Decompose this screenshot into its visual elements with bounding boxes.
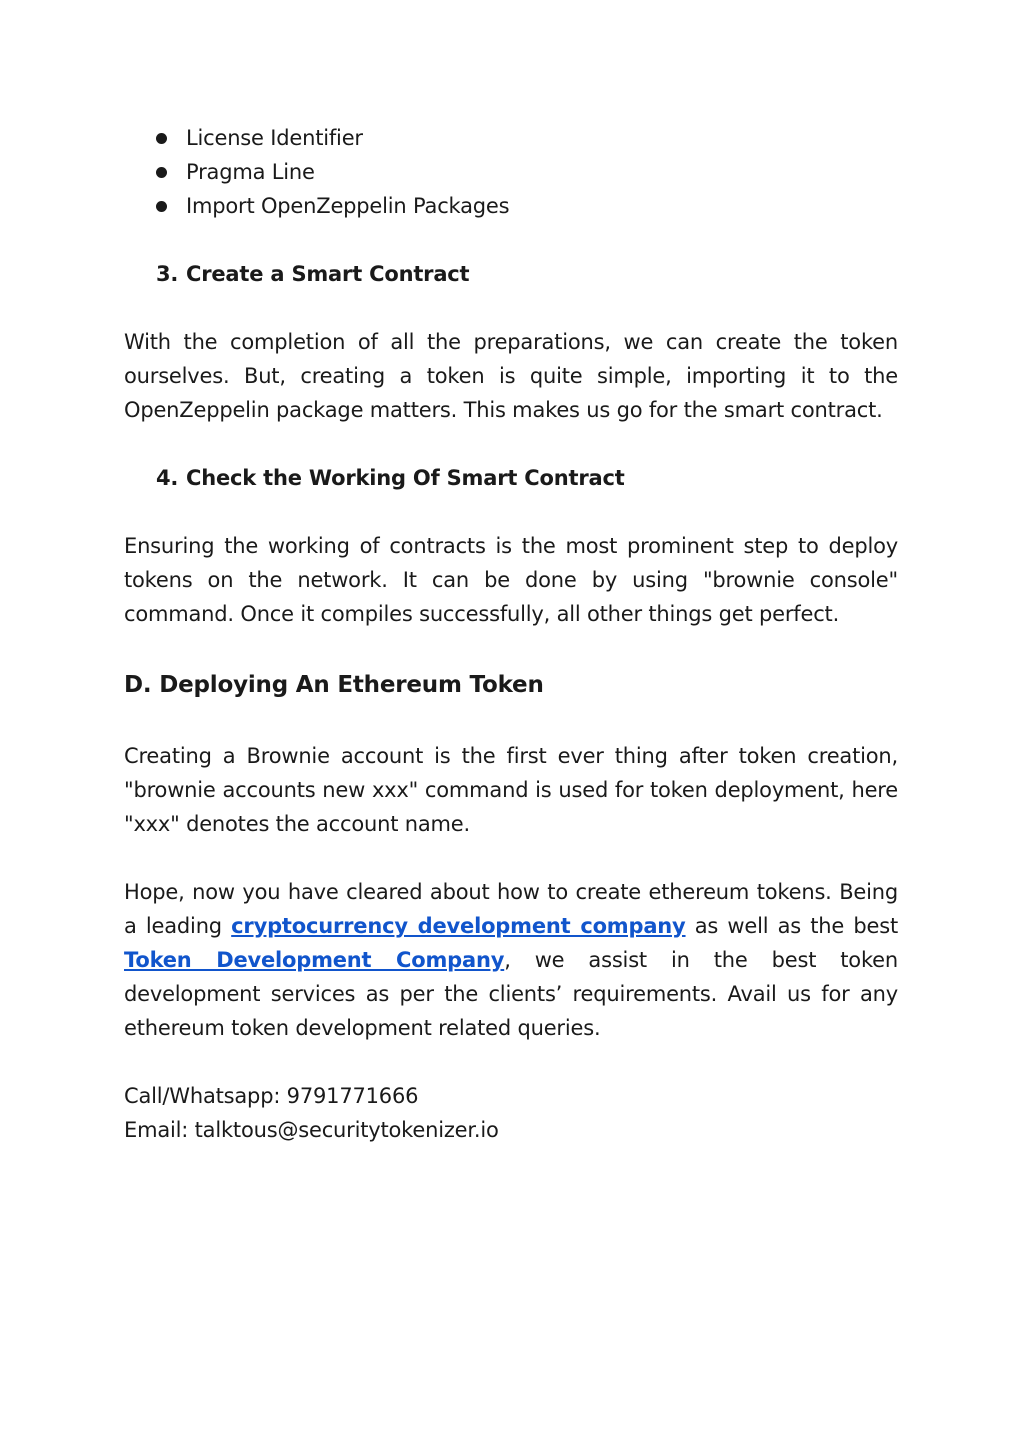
closing-text-2: as well as the best bbox=[685, 914, 898, 938]
bullet-dot-icon bbox=[156, 167, 167, 178]
closing-text-1: Hope, now you have cleared about how to create ethereum tokens. Being a leading bbox=[124, 880, 898, 938]
closing-paragraph bbox=[124, 875, 898, 1045]
bullet-dot-icon bbox=[156, 201, 167, 212]
section-d-paragraph: Creating a Brownie account is the first ever thing after token creation, "brownie accounts new xxx" command is used for token deployment, here "xxx" denotes the account name. bbox=[124, 744, 898, 836]
contact-phone: Call/Whatsapp: 9791771666 bbox=[124, 1084, 419, 1108]
step-title: Check the Working Of Smart Contract bbox=[186, 466, 625, 490]
step-4-heading bbox=[124, 461, 898, 495]
bullet-list bbox=[124, 121, 898, 223]
bullet-dot-icon bbox=[156, 133, 167, 144]
bullet-text: Import OpenZeppelin Packages bbox=[186, 194, 510, 218]
crypto-dev-company-link[interactable]: cryptocurrency development company bbox=[231, 914, 686, 938]
step-number: 3. bbox=[156, 262, 179, 286]
section-d-heading: D. Deploying An Ethereum Token bbox=[124, 672, 544, 698]
step-3-heading bbox=[124, 257, 898, 291]
token-dev-company-link[interactable]: Token Development Company bbox=[124, 948, 505, 972]
bullet-text: Pragma Line bbox=[186, 160, 315, 184]
contact-block bbox=[124, 1079, 898, 1147]
bullet-item bbox=[124, 189, 898, 223]
step-title: Create a Smart Contract bbox=[186, 262, 470, 286]
bullet-text: License Identifier bbox=[186, 126, 363, 150]
document-page bbox=[124, 121, 898, 1147]
bullet-item bbox=[124, 155, 898, 189]
contact-email: Email: talktous@securitytokenizer.io bbox=[124, 1118, 499, 1142]
step-4-paragraph: Ensuring the working of contracts is the most prominent step to deploy tokens on the network. It can be done by using "brownie console" command. Once it compiles successfully, all other things get perfect. bbox=[124, 534, 898, 626]
closing-text-3: , we assist in the best token development services as per the clients’ requirements. Avail us for any ethereum token development related queries. bbox=[124, 948, 898, 1040]
step-3-paragraph: With the completion of all the preparations, we can create the token ourselves. But, creating a token is quite simple, importing it to the OpenZeppelin package matters. This makes us go for the smart contract. bbox=[124, 330, 898, 422]
step-number: 4. bbox=[156, 466, 179, 490]
bullet-item bbox=[124, 121, 898, 155]
